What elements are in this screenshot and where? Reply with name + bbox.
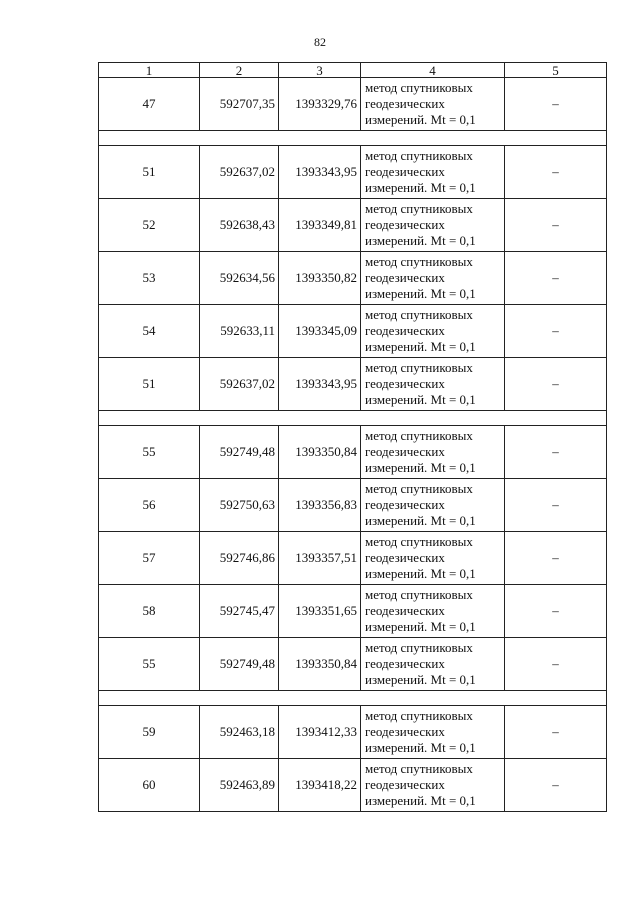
section-separator-row [99,411,607,426]
method-cell [361,585,505,638]
x-coordinate-cell: 592634,56 [200,252,279,305]
note-cell: – [505,585,607,638]
method-text-line3: измерений. Mt = 0,1 [365,180,476,195]
table-row [99,759,607,812]
method-text-line2: геодезических [365,376,445,391]
table-row [99,305,607,358]
method-cell [361,358,505,411]
method-text-line3: измерений. Mt = 0,1 [365,793,476,808]
method-cell [361,252,505,305]
section-separator-row [99,131,607,146]
note-cell: – [505,426,607,479]
section-separator-row [99,691,607,706]
method-text-line3: измерений. Mt = 0,1 [365,286,476,301]
method-text-line2: геодезических [365,656,445,671]
table-body [99,78,607,812]
method-cell [361,706,505,759]
note-cell: – [505,479,607,532]
method-text-line3: измерений. Mt = 0,1 [365,740,476,755]
table-row [99,252,607,305]
x-coordinate-cell: 592749,48 [200,426,279,479]
note-cell: – [505,146,607,199]
y-coordinate-cell: 1393418,22 [279,759,361,812]
method-text-line3: измерений. Mt = 0,1 [365,619,476,634]
point-number-cell: 54 [99,305,200,358]
point-number-cell: 56 [99,479,200,532]
table-row [99,532,607,585]
point-number-cell: 59 [99,706,200,759]
method-text-line2: геодезических [365,217,445,232]
y-coordinate-cell: 1393343,95 [279,358,361,411]
x-coordinate-cell: 592750,63 [200,479,279,532]
method-text-line1: метод спутниковых [365,307,473,322]
method-cell [361,305,505,358]
method-text-line2: геодезических [365,164,445,179]
method-text-line2: геодезических [365,497,445,512]
method-text-line3: измерений. Mt = 0,1 [365,392,476,407]
method-text-line3: измерений. Mt = 0,1 [365,112,476,127]
x-coordinate-cell: 592637,02 [200,358,279,411]
method-text-line2: геодезических [365,270,445,285]
note-cell: – [505,358,607,411]
point-number-cell: 58 [99,585,200,638]
method-cell [361,426,505,479]
method-text-line1: метод спутниковых [365,201,473,216]
y-coordinate-cell: 1393412,33 [279,706,361,759]
method-text-line1: метод спутниковых [365,428,473,443]
note-cell: – [505,305,607,358]
column-header-3: 3 [279,63,361,78]
method-text-line2: геодезических [365,724,445,739]
method-text-line1: метод спутниковых [365,360,473,375]
y-coordinate-cell: 1393357,51 [279,532,361,585]
note-cell: – [505,638,607,691]
y-coordinate-cell: 1393350,84 [279,638,361,691]
method-text-line1: метод спутниковых [365,534,473,549]
table-row [99,479,607,532]
method-text-line1: метод спутниковых [365,80,473,95]
point-number-cell: 47 [99,78,200,131]
page-number: 82 [314,35,326,49]
coordinates-table [98,62,607,812]
method-text-line1: метод спутниковых [365,708,473,723]
table-row [99,706,607,759]
method-text-line2: геодезических [365,444,445,459]
method-text-line1: метод спутниковых [365,481,473,496]
x-coordinate-cell: 592633,11 [200,305,279,358]
separator-cell [99,411,607,426]
x-coordinate-cell: 592746,86 [200,532,279,585]
column-header-5: 5 [505,63,607,78]
note-cell: – [505,252,607,305]
method-cell [361,532,505,585]
method-text-line2: геодезических [365,96,445,111]
y-coordinate-cell: 1393351,65 [279,585,361,638]
table-row [99,638,607,691]
y-coordinate-cell: 1393350,82 [279,252,361,305]
separator-cell [99,131,607,146]
y-coordinate-cell: 1393356,83 [279,479,361,532]
column-header-4: 4 [361,63,505,78]
x-coordinate-cell: 592638,43 [200,199,279,252]
note-cell: – [505,78,607,131]
point-number-cell: 51 [99,358,200,411]
method-text-line2: геодезических [365,323,445,338]
method-text-line2: геодезических [365,777,445,792]
y-coordinate-cell: 1393345,09 [279,305,361,358]
method-cell [361,78,505,131]
method-text-line1: метод спутниковых [365,640,473,655]
x-coordinate-cell: 592707,35 [200,78,279,131]
point-number-cell: 60 [99,759,200,812]
point-number-cell: 55 [99,638,200,691]
method-text-line3: измерений. Mt = 0,1 [365,566,476,581]
note-cell: – [505,759,607,812]
table-row [99,358,607,411]
x-coordinate-cell: 592463,18 [200,706,279,759]
table-row [99,585,607,638]
method-cell [361,638,505,691]
method-text-line3: измерений. Mt = 0,1 [365,513,476,528]
method-text-line3: измерений. Mt = 0,1 [365,233,476,248]
column-header-1: 1 [99,63,200,78]
note-cell: – [505,199,607,252]
x-coordinate-cell: 592637,02 [200,146,279,199]
point-number-cell: 52 [99,199,200,252]
point-number-cell: 51 [99,146,200,199]
method-text-line3: измерений. Mt = 0,1 [365,672,476,687]
method-text-line1: метод спутниковых [365,148,473,163]
method-cell [361,479,505,532]
column-header-2: 2 [200,63,279,78]
separator-cell [99,691,607,706]
point-number-cell: 57 [99,532,200,585]
point-number-cell: 53 [99,252,200,305]
table-row [99,199,607,252]
method-cell [361,146,505,199]
method-text-line3: измерений. Mt = 0,1 [365,339,476,354]
y-coordinate-cell: 1393329,76 [279,78,361,131]
x-coordinate-cell: 592745,47 [200,585,279,638]
method-cell [361,199,505,252]
method-text-line3: измерений. Mt = 0,1 [365,460,476,475]
method-text-line1: метод спутниковых [365,761,473,776]
method-cell [361,759,505,812]
table-header-row [99,63,607,78]
note-cell: – [505,532,607,585]
point-number-cell: 55 [99,426,200,479]
table-row [99,426,607,479]
table-row [99,146,607,199]
method-text-line2: геодезических [365,550,445,565]
y-coordinate-cell: 1393343,95 [279,146,361,199]
y-coordinate-cell: 1393350,84 [279,426,361,479]
y-coordinate-cell: 1393349,81 [279,199,361,252]
x-coordinate-cell: 592749,48 [200,638,279,691]
note-cell: – [505,706,607,759]
table-row [99,78,607,131]
method-text-line2: геодезических [365,603,445,618]
method-text-line1: метод спутниковых [365,587,473,602]
x-coordinate-cell: 592463,89 [200,759,279,812]
method-text-line1: метод спутниковых [365,254,473,269]
